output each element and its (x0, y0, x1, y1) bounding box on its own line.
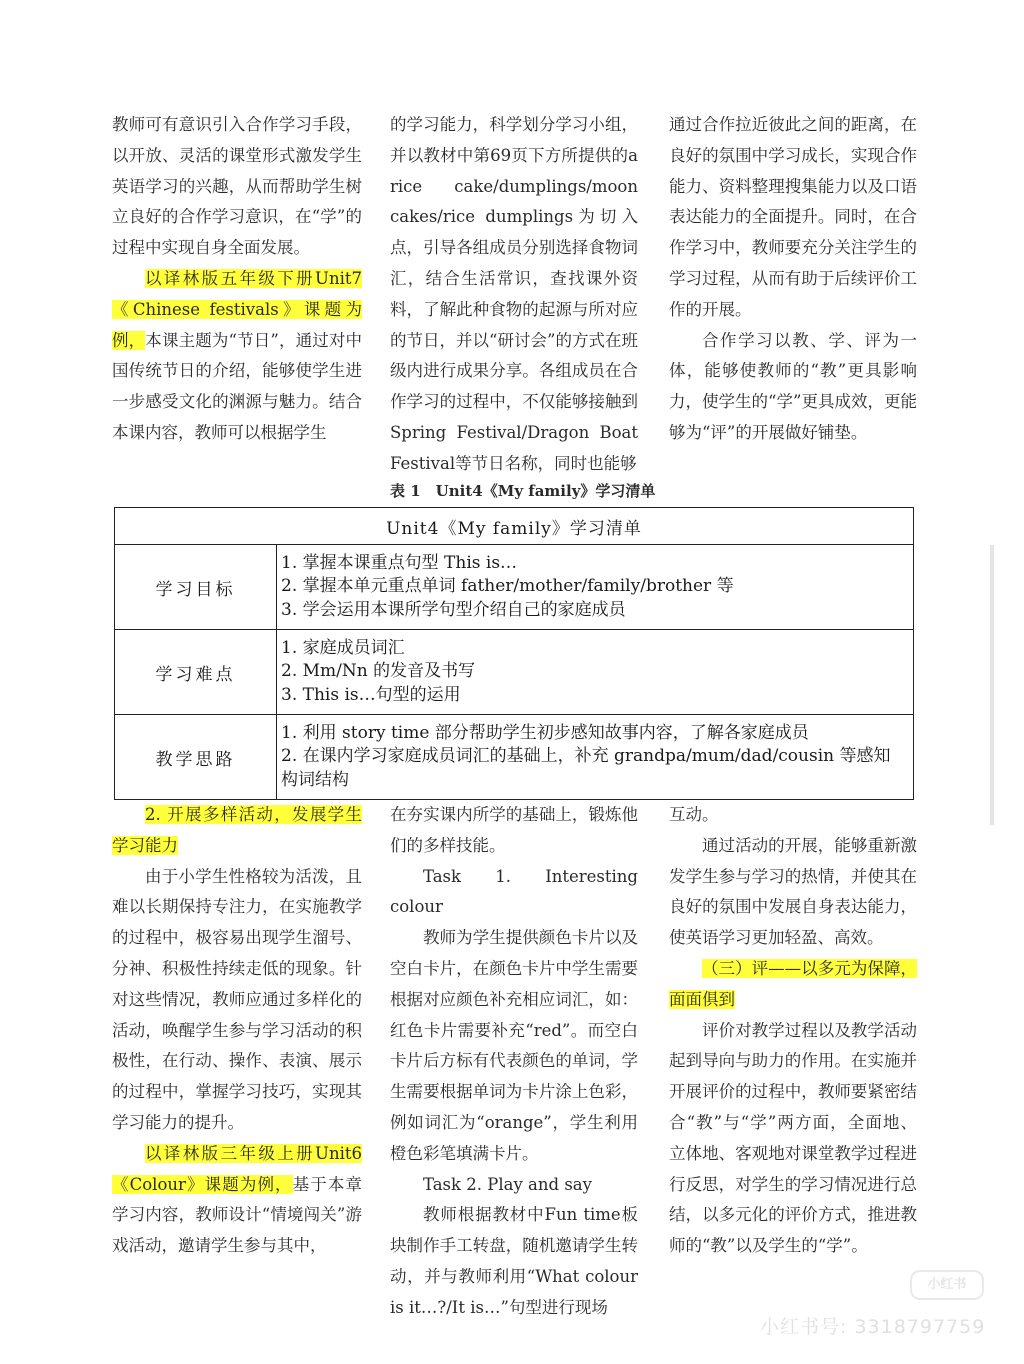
list-item: 3. 学会运用本课所学句型介绍自己的家庭成员 (281, 599, 626, 620)
list-item: 2. Mm/Nn 的发音及书写 (281, 661, 476, 682)
learning-checklist-table (114, 507, 914, 800)
paragraph-example (112, 1139, 362, 1262)
list-item: 1. 利用 story time 部分帮助学生初步感知故事内容，了解各家庭成员 (281, 722, 809, 743)
paragraph: 评价对教学过程以及教学活动起到导向与助力的作用。在实施并开展评价的过程中，教师要紧密结合“教”与“学”两方面，全面地、立体地、客观地对课堂教学过程进行反思，对学生的学习情况进行总结，以多元化的评价方式，推进教师的“教”以及学生的“学”。 (669, 1020, 917, 1256)
bottom-column-3 (669, 800, 917, 1262)
paragraph: 通过活动的开展，能够重新激发学生参与学习的热情，并使其在良好的氛围中发展自身表达能力，使英语学习更加轻盈、高效。 (669, 835, 917, 948)
list-item: 1. 家庭成员词汇 (281, 637, 405, 658)
highlighted-text: 以译林版三年级上册Unit6《Colour》课题为例， (112, 1143, 362, 1194)
paragraph: 教师为学生提供颜色卡片以及空白卡片，在颜色卡片中学生需要根据对应颜色补充相应词汇，如：红色卡片需要补充“red”。而空白卡片后方标有代表颜色的单词，学生需要根据单词为卡片涂上色彩，例如词汇为“orange”，学生利用橙色彩笔填满卡片。 (390, 928, 638, 1163)
section-heading (112, 800, 362, 862)
paragraph: 的学习能力，科学划分学习小组，并以教材中第69页下方所提供的a rice cake/dumplings/moon cakes/rice dumplings为切入点，引导各组成员分别选择食物词汇，结合生活常识，查找课外资料，了解此种食物的起源与所对应的节日，并以“研讨会”的方式在班级内进行成果分享。各组成员在合作学习的过程中，不仅能够接触到Spring Festival/Dragon Boat Festival等节日名称，同时也能够 (390, 115, 638, 473)
paragraph-example (112, 264, 362, 449)
highlighted-text: 以译林版五年级下册Unit7《Chinese festivals》课题为例， (112, 268, 362, 350)
list-item: 1. 掌握本课重点句型 This is… (281, 552, 518, 573)
bottom-column-2 (390, 800, 638, 1324)
top-column-1 (112, 110, 362, 449)
paragraph: 在夯实课内所学的基础上，锻炼他们的多样技能。 (390, 805, 638, 855)
paragraph: 互动。 (669, 805, 719, 824)
paragraph: 教师可有意识引入合作学习手段，以开放、灵活的课堂形式激发学生英语学习的兴趣，从而帮助学生树立良好的合作学习意识，在“学”的过程中实现自身全面发展。 (112, 115, 362, 258)
list-item: 2. 掌握本单元重点单词 father/mother/family/brother 等 (281, 576, 734, 597)
list-item: 2. 在课内学习家庭成员词汇的基础上，补充 grandpa/mum/dad/cousin 等感知构词结构 (281, 746, 891, 790)
paragraph: 由于小学生性格较为活泼，且难以长期保持专注力，在实施教学的过程中，极容易出现学生溜号、分神、积极性持续走低的现象。针对这些情况，教师应通过多样化的活动，唤醒学生参与学习活动的积极性，在行动、操作、表演、展示的过程中，掌握学习技巧，实现其学习能力的提升。 (112, 866, 362, 1132)
row-label: 教学思路 (115, 715, 277, 800)
paragraph: 合作学习以教、学、评为一体，能够使教师的“教”更具影响力，使学生的“学”更具成效，更能够为“评”的开展做好铺垫。 (669, 330, 917, 442)
row-content (277, 715, 914, 800)
watermark-logo: 小红书 (910, 1270, 984, 1300)
watermark-id-text: 小红书号: 3318797759 (760, 1316, 986, 1338)
bottom-column-1 (112, 800, 362, 1262)
paragraph-text: 基于本章学习内容，教师设计“情境闯关”游戏活动，邀请学生参与其中， (112, 1174, 362, 1256)
highlighted-text: 2. 开展多样活动，发展学生学习能力 (112, 805, 362, 855)
table-caption: 表 1 Unit4《My family》学习清单 (390, 482, 656, 500)
top-column-3 (669, 110, 917, 449)
row-content (277, 630, 914, 715)
paragraph-text: 本课主题为“节日”，通过对中国传统节日的介绍，能够使学生进一步感受文化的渊源与魅力。结合本课内容，教师可以根据学生 (112, 330, 363, 442)
section-heading (669, 954, 917, 1016)
row-label: 学习目标 (115, 545, 277, 630)
highlighted-text: （三）评——以多元为保障，面面俱到 (669, 958, 917, 1009)
list-item: 3. This is…句型的运用 (281, 684, 461, 705)
paragraph: 通过合作拉近彼此之间的距离，在良好的氛围中学习成长，实现合作能力、资料整理搜集能力以及口语表达能力的全面提升。同时，在合作学习中，教师要充分关注学生的学习过程，从而有助于后续评价工作的开展。 (669, 115, 917, 319)
task-title: Task 1. Interesting colour (390, 866, 638, 917)
page-edge-shadow (990, 545, 994, 825)
top-column-2 (390, 110, 638, 480)
table-title: Unit4《My family》学习清单 (115, 508, 914, 545)
row-label: 学习难点 (115, 630, 277, 715)
task-title: Task 2. Play and say (423, 1174, 592, 1194)
row-content (277, 545, 914, 630)
paragraph: 教师根据教材中Fun time板块制作手工转盘，随机邀请学生转动，并与教师利用“What colour is it…?/It is…”句型进行现场 (390, 1205, 638, 1317)
